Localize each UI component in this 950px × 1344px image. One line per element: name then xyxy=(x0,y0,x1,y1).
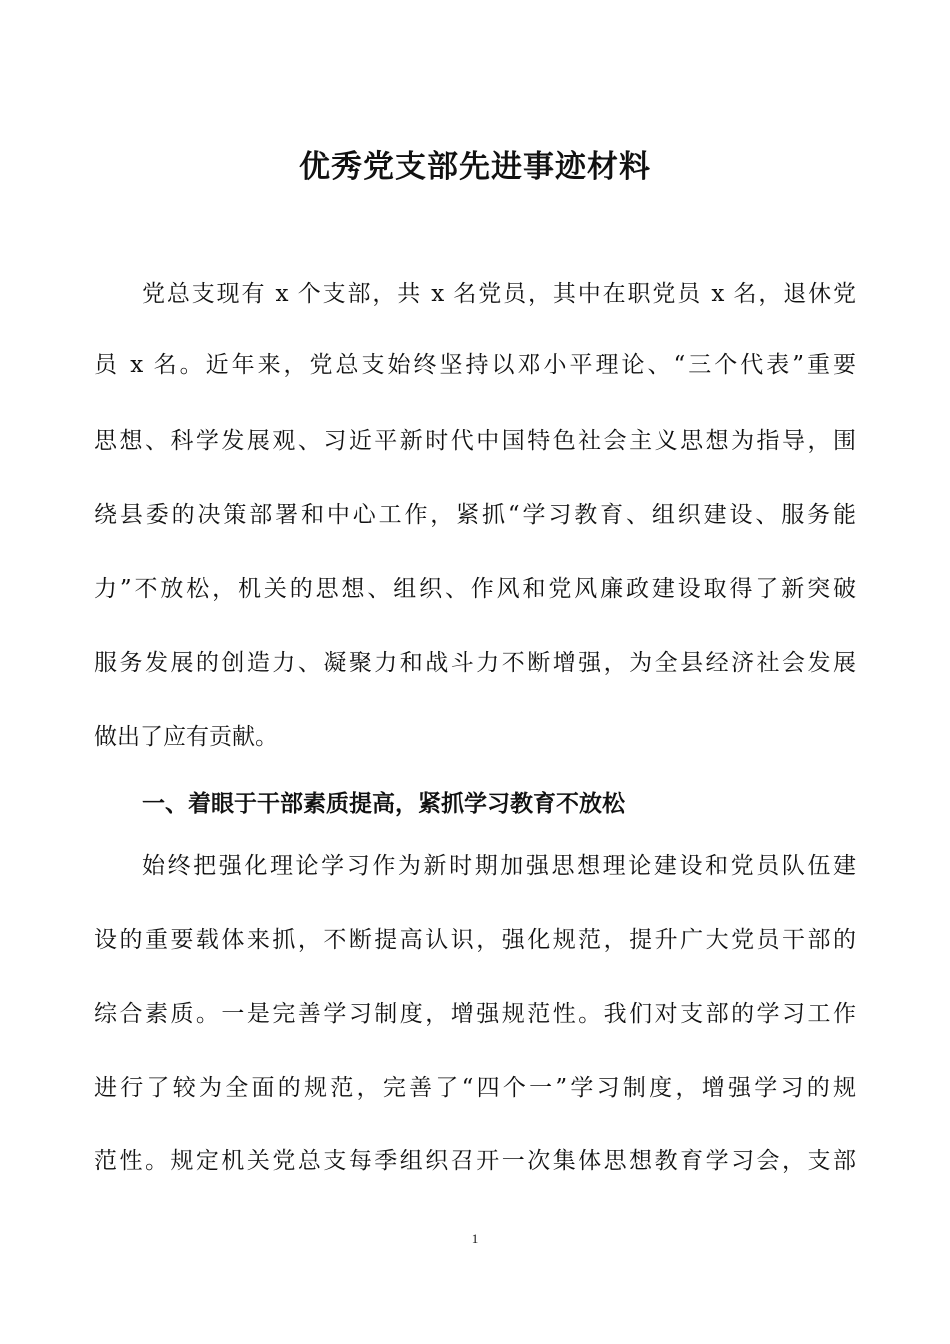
page-number: 1 xyxy=(471,1231,479,1246)
section-heading: 一、着眼于干部素质提高，紧抓学习教育不放松 xyxy=(142,790,625,817)
document-title: 优秀党支部先进事迹材料 xyxy=(299,149,651,185)
paragraph-line: 范性。规定机关党总支每季组织召开一次集体思想教育学习会，支部 xyxy=(94,1148,856,1174)
paragraph-line: 党总支现有 x 个支部，共 x 名党员，其中在职党员 x 名，退休党 xyxy=(142,281,856,307)
paragraph-line: 绕县委的决策部署和中心工作，紧抓“学习教育、组织建设、服务能 xyxy=(94,502,856,528)
paragraph-line: 力”不放松，机关的思想、组织、作风和党风廉政建设取得了新突破 xyxy=(94,576,856,602)
paragraph-line: 思想、科学发展观、习近平新时代中国特色社会主义思想为指导，围 xyxy=(94,428,856,454)
paragraph-line: 综合素质。一是完善学习制度，增强规范性。我们对支部的学习工作 xyxy=(94,1001,856,1027)
paragraph-line: 做出了应有贡献。 xyxy=(94,724,278,750)
paragraph-line: 进行了较为全面的规范，完善了“四个一”学习制度，增强学习的规 xyxy=(94,1075,856,1101)
paragraph-line: 始终把强化理论学习作为新时期加强思想理论建设和党员队伍建 xyxy=(142,853,856,879)
paragraph-line: 设的重要载体来抓，不断提高认识，强化规范，提升广大党员干部的 xyxy=(94,927,856,953)
paragraph-line: 服务发展的创造力、凝聚力和战斗力不断增强，为全县经济社会发展 xyxy=(94,650,856,676)
paragraph-line: 员 x 名。近年来，党总支始终坚持以邓小平理论、“三个代表”重要 xyxy=(94,352,856,378)
